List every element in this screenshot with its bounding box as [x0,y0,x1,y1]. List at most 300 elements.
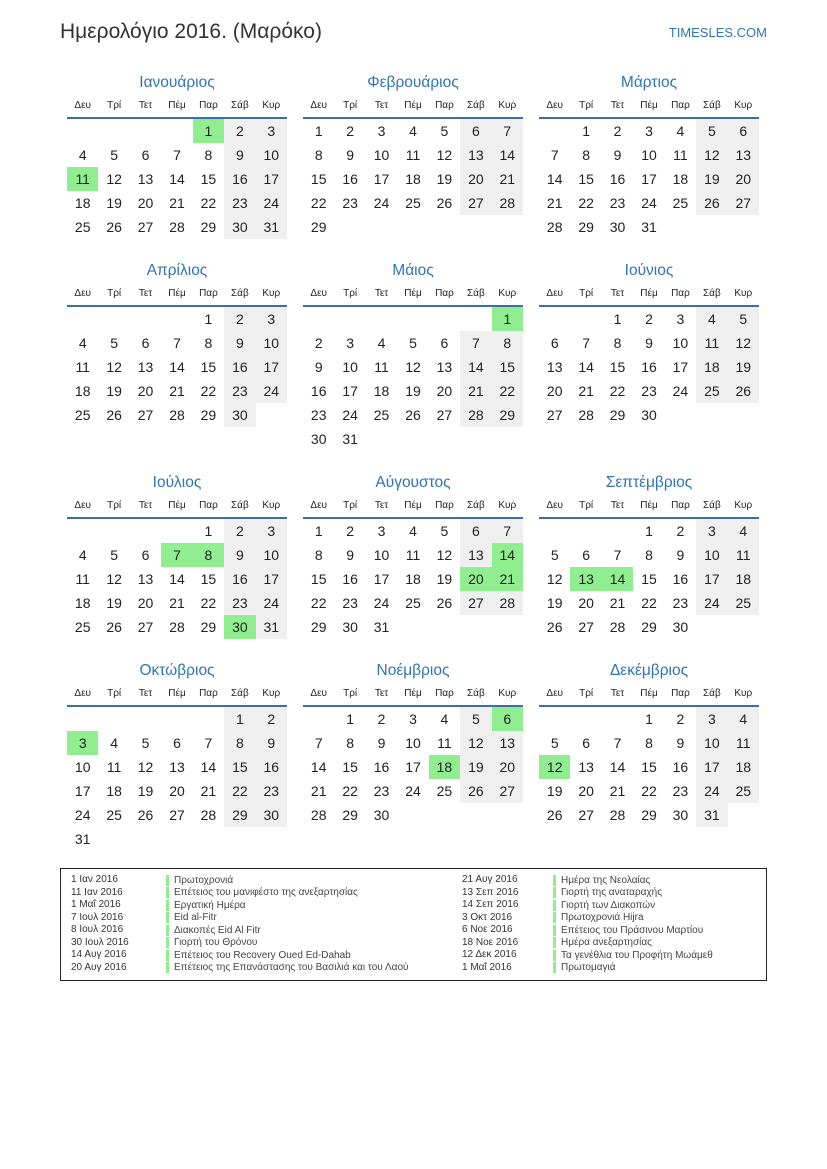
day-cell: 16 [672,759,689,775]
day-cell: 29 [641,807,657,823]
day-cell: 23 [672,595,689,611]
holiday-column [71,874,462,980]
month-title: Μάιος [392,262,434,279]
weekend-day-cell: 26 [696,191,727,215]
holiday-name: Γιορτή της αναταραχής [553,887,662,898]
week-row [303,143,523,167]
week-row [303,403,523,427]
weekday-label: Κυρ [734,288,753,299]
weekday-label: Παρ [435,500,454,511]
holiday-date: 21 Αυγ 2016 [462,874,518,885]
holiday-row [462,899,766,912]
day-cell: 6 [582,735,591,751]
weekday-label: Τρί [107,100,122,111]
holiday-date: 13 Σεπ 2016 [462,886,519,898]
day-cell: 31 [373,619,390,635]
day-cell: 8 [645,735,653,751]
day-cell: 20 [578,595,594,611]
day-cell: 20 [578,783,594,799]
week-row [303,591,523,615]
day-cell: 26 [546,807,563,823]
day-cell: 21 [578,383,594,399]
holiday-day-cell: 13 [570,567,601,591]
weekend-day-cell: 3 [696,707,727,731]
month-calendar [67,71,287,239]
day-cell: 23 [672,783,689,799]
weekend-day-cell: 10 [696,543,727,567]
holiday-date: 3 Οκτ 2016 [462,911,513,923]
week-row [303,331,523,355]
day-cell: 21 [169,195,185,211]
day-cell: 30 [672,619,689,635]
day-cell: 14 [200,759,217,775]
weekend-day-cell: 13 [492,731,523,755]
empty-day-cell [130,707,161,731]
weekend-day-cell: 27 [460,591,491,615]
weekday-header [67,683,287,707]
week-row [303,731,523,755]
day-cell: 24 [74,807,91,823]
holiday-date: 8 Ιουλ 2016 [71,924,124,935]
day-cell: 23 [373,783,390,799]
day-cell: 3 [346,335,355,351]
day-cell: 31 [342,431,358,447]
day-cell: 20 [137,383,154,399]
day-cell: 29 [200,619,217,635]
day-cell: 27 [436,407,453,423]
week-row [67,827,287,851]
weekday-label: Παρ [435,288,454,299]
day-cell: 23 [641,383,657,399]
holiday-row [71,899,462,912]
day-cell: 4 [409,123,417,139]
empty-day-cell [67,307,98,331]
weekday-label: Δευ [310,100,328,111]
weekday-label: Παρ [199,100,218,111]
day-cell: 10 [74,759,91,775]
weekday-label: Παρ [671,500,690,511]
weekend-day-cell: 20 [728,167,759,191]
weekday-label: Τρί [343,100,358,111]
month-calendar [303,471,523,639]
day-cell: 11 [75,359,90,375]
weekday-label: Κυρ [262,100,281,111]
day-cell: 25 [74,619,91,635]
day-cell: 4 [78,335,87,351]
empty-day-cell [429,803,460,827]
empty-day-cell [539,307,570,331]
day-cell: 4 [440,711,449,727]
day-cell: 10 [641,147,657,163]
holiday-name: Επέτειος του Πράσινου Μαρτίου [553,925,703,936]
weekday-label: Σάβ [230,288,249,299]
week-row [67,615,287,639]
weekend-day-cell: 20 [460,167,491,191]
weekday-label: Τετ [374,288,389,299]
day-cell: 4 [676,123,685,139]
weekday-label: Πέμ [168,288,186,299]
day-cell: 10 [342,359,358,375]
day-cell: 11 [75,571,90,587]
weekend-day-cell: 9 [256,731,287,755]
weekend-day-cell: 17 [256,355,287,379]
holiday-list [60,868,767,981]
weekday-label: Τετ [138,500,153,511]
empty-day-cell [256,403,287,427]
empty-day-cell [98,827,129,851]
weekday-label: Κυρ [498,288,517,299]
week-row [303,755,523,779]
holiday-name: Ημέρα της Νεολαίας [553,875,650,886]
weekday-label: Παρ [671,100,690,111]
week-row [539,143,759,167]
empty-day-cell [256,827,287,851]
weekday-label: Τρί [107,688,122,699]
day-cell: 25 [74,407,91,423]
empty-day-cell [334,215,365,239]
holiday-row [71,887,462,900]
day-cell: 24 [373,595,390,611]
weekend-day-cell: 3 [696,519,727,543]
week-row [67,543,287,567]
day-cell: 11 [405,147,421,163]
day-cell: 7 [204,735,213,751]
weekend-day-cell: 21 [492,167,523,191]
day-cell: 14 [609,759,626,775]
week-row [67,731,287,755]
day-cell: 15 [310,571,327,587]
week-row [67,755,287,779]
week-row [67,331,287,355]
day-cell: 28 [609,807,626,823]
weekend-day-cell: 8 [224,731,255,755]
day-cell: 30 [342,619,358,635]
holiday-row [71,937,462,950]
holiday-date: 20 Αυγ 2016 [71,961,127,973]
day-cell: 2 [314,335,323,351]
day-cell: 24 [373,195,390,211]
empty-day-cell [397,307,428,331]
weekday-header [67,283,287,307]
day-cell: 13 [137,171,154,187]
weekend-day-cell: 14 [460,355,491,379]
weekend-day-cell: 23 [224,379,255,403]
day-cell: 25 [106,807,122,823]
holiday-name: Τα γενέθλια του Προφήτη Μωάμεθ [553,950,713,961]
holiday-date: 12 Δεκ 2016 [462,949,517,960]
week-row [67,591,287,615]
weekend-day-cell: 15 [492,355,523,379]
day-cell: 19 [405,383,421,399]
week-row [67,215,287,239]
weekend-day-cell: 18 [728,755,759,779]
day-cell: 12 [106,171,122,187]
day-cell: 12 [436,547,453,563]
day-cell: 9 [346,547,355,563]
day-cell: 3 [377,523,386,539]
weekend-day-cell: 10 [256,331,287,355]
day-cell: 28 [169,219,185,235]
empty-day-cell [98,707,129,731]
day-cell: 22 [310,195,327,211]
day-cell: 22 [578,195,594,211]
day-cell: 18 [106,783,122,799]
weekend-day-cell: 2 [256,707,287,731]
empty-day-cell [161,119,192,143]
week-row [303,543,523,567]
day-cell: 9 [676,547,685,563]
day-cell: 27 [578,807,594,823]
holiday-day-cell: 12 [539,755,570,779]
week-row [539,755,759,779]
holiday-row [71,949,462,962]
week-row [303,803,523,827]
weekday-label: Τρί [107,288,122,299]
holiday-day-cell: 20 [460,567,491,591]
day-cell: 1 [314,123,323,139]
day-cell: 6 [550,335,559,351]
weekend-day-cell: 3 [256,119,287,143]
day-cell: 8 [314,547,323,563]
weekday-header [539,283,759,307]
month-title: Νοέμβριος [376,662,450,679]
weekend-day-cell: 23 [224,591,255,615]
day-cell: 12 [405,359,421,375]
weekend-day-cell: 16 [224,355,255,379]
day-cell: 3 [676,311,685,327]
week-row [67,379,287,403]
month-title: Αύγουστος [375,474,451,491]
empty-day-cell [161,707,192,731]
empty-day-cell [130,827,161,851]
weekend-day-cell: 3 [256,519,287,543]
empty-day-cell [696,403,727,427]
day-cell: 28 [609,619,626,635]
day-cell: 12 [106,571,122,587]
day-cell: 6 [440,335,449,351]
weekday-label: Σάβ [230,500,249,511]
holiday-date: 1 Ιαν 2016 [71,874,118,885]
day-cell: 22 [342,783,358,799]
day-cell: 8 [314,147,323,163]
empty-day-cell [665,215,696,239]
week-row [539,567,759,591]
weekend-day-cell: 16 [224,167,255,191]
holiday-column [462,874,766,980]
day-cell: 15 [200,571,217,587]
weekend-day-cell: 29 [492,403,523,427]
holiday-day-cell: 3 [67,731,98,755]
empty-day-cell [460,615,491,639]
weekend-day-cell: 28 [460,403,491,427]
day-cell: 29 [200,219,217,235]
day-cell: 25 [436,783,453,799]
weekday-label: Πέμ [168,100,186,111]
day-cell: 18 [74,595,91,611]
weekday-label: Τετ [374,500,389,511]
day-cell: 22 [200,383,217,399]
week-row [67,191,287,215]
month-calendar [539,259,759,427]
weekday-label: Δευ [310,288,328,299]
weekend-day-cell: 12 [728,331,759,355]
empty-day-cell [429,307,460,331]
weekend-day-cell: 24 [696,591,727,615]
weekend-day-cell: 17 [696,755,727,779]
day-cell: 14 [578,359,594,375]
weekend-day-cell: 13 [728,143,759,167]
holiday-day-cell: 21 [492,567,523,591]
empty-day-cell [728,403,759,427]
day-cell: 9 [314,359,323,375]
holiday-name: Επέτειος του μανιφέστο της ανεξαρτησίας [166,887,358,898]
weekday-label: Παρ [435,100,454,111]
weekday-label: Κυρ [734,500,753,511]
day-cell: 16 [641,359,657,375]
day-cell: 8 [613,335,622,351]
week-row [539,331,759,355]
weekday-header [303,95,523,119]
day-cell: 1 [346,711,355,727]
weekend-day-cell: 27 [728,191,759,215]
weekday-label: Κυρ [262,500,281,511]
holiday-day-cell: 14 [492,543,523,567]
day-cell: 15 [578,171,594,187]
month-title: Ιανουάριος [139,74,215,91]
holiday-date: 6 Νοε 2016 [462,924,513,935]
day-cell: 26 [546,619,563,635]
weekday-label: Κυρ [498,688,517,699]
weekend-day-cell: 17 [696,567,727,591]
week-row [303,519,523,543]
weekend-day-cell: 22 [224,779,255,803]
empty-day-cell [492,215,523,239]
holiday-day-cell: 1 [193,119,224,143]
day-cell: 14 [169,359,185,375]
page-title: Ημερολόγιο 2016. (Μαρόκο) [60,20,322,43]
empty-day-cell [161,307,192,331]
day-cell: 18 [74,383,91,399]
day-cell: 6 [141,335,150,351]
weekend-day-cell: 30 [224,215,255,239]
empty-day-cell [98,519,129,543]
holiday-row [71,962,462,975]
weekend-day-cell: 16 [256,755,287,779]
day-cell: 6 [173,735,181,751]
day-cell: 17 [405,759,421,775]
holiday-name: Ημέρα ανεξαρτησίας [553,937,652,948]
empty-day-cell [602,707,633,731]
day-cell: 30 [672,807,689,823]
day-cell: 22 [641,595,657,611]
weekend-day-cell: 19 [460,755,491,779]
empty-day-cell [602,519,633,543]
month-calendar [539,659,759,827]
weekday-label: Κυρ [262,288,281,299]
day-cell: 27 [578,619,594,635]
holiday-day-cell: 1 [492,307,523,331]
weekend-day-cell: 2 [224,519,255,543]
empty-day-cell [303,707,334,731]
week-row [539,119,759,143]
week-row [303,615,523,639]
weekend-day-cell: 31 [256,215,287,239]
day-cell: 28 [169,407,185,423]
day-cell: 16 [342,171,358,187]
week-row [303,307,523,331]
month-calendar [539,71,759,239]
weekday-label: Πέμ [168,500,186,511]
holiday-date: 1 Μαΐ 2016 [71,899,121,910]
day-cell: 5 [550,735,559,751]
weekend-day-cell: 7 [460,331,491,355]
day-cell: 15 [310,171,327,187]
holiday-row [71,924,462,937]
day-cell: 25 [405,195,421,211]
day-cell: 9 [645,335,653,351]
day-cell: 28 [546,219,563,235]
weekend-day-cell: 6 [728,119,759,143]
day-cell: 19 [106,383,122,399]
empty-day-cell [460,307,491,331]
day-cell: 17 [373,571,390,587]
holiday-day-cell: 8 [193,543,224,567]
day-cell: 1 [582,123,591,139]
empty-day-cell [397,803,428,827]
holiday-name: Πρωτοχρονιά [166,875,233,886]
weekday-label: Δευ [310,688,328,699]
month-title: Σεπτέμβριος [605,474,693,491]
day-cell: 8 [204,147,213,163]
empty-day-cell [429,427,460,451]
day-cell: 22 [200,595,217,611]
day-cell: 27 [137,219,154,235]
empty-day-cell [570,307,601,331]
day-cell: 15 [641,571,657,587]
day-cell: 1 [314,523,323,539]
weekend-day-cell: 5 [460,707,491,731]
weekend-day-cell: 31 [256,615,287,639]
week-row [67,707,287,731]
week-row [539,615,759,639]
weekend-day-cell: 27 [460,191,491,215]
weekend-day-cell: 20 [492,755,523,779]
weekday-label: Παρ [671,688,690,699]
weekday-label: Δευ [74,288,92,299]
week-row [539,779,759,803]
month-calendar [67,659,287,851]
holiday-row [462,874,766,887]
holiday-row [462,962,766,975]
day-cell: 7 [582,335,591,351]
day-cell: 15 [342,759,358,775]
day-cell: 12 [106,359,122,375]
day-cell: 14 [169,171,185,187]
day-cell: 22 [200,195,217,211]
day-cell: 2 [346,123,355,139]
day-cell: 2 [346,523,355,539]
weekend-day-cell: 23 [256,779,287,803]
day-cell: 13 [546,359,563,375]
weekend-day-cell: 24 [256,191,287,215]
day-cell: 5 [409,335,417,351]
weekend-day-cell: 11 [728,731,759,755]
day-cell: 20 [137,595,154,611]
empty-day-cell [366,427,397,451]
day-cell: 23 [342,195,358,211]
day-cell: 24 [342,407,358,423]
day-cell: 10 [405,735,421,751]
